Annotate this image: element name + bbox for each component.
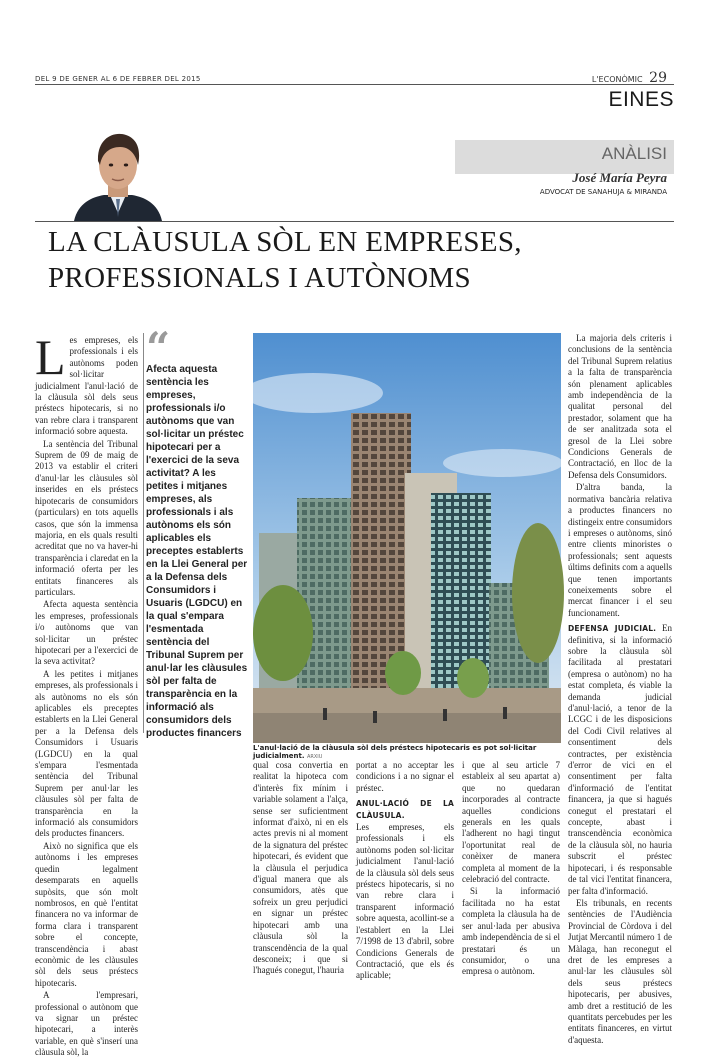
paragraph: portat a no acceptar les condicions i a no signar el préstec. [356,760,454,793]
drop-cap: L [35,329,66,385]
paragraph: Això no significa que els autònoms i les empreses quedin legalment desemparats en aquells supòsits, que són molt nombrosos, en què l'entitat financera no va informar de forma clara i transparent sobre el concepte, transcendència i abast econòmic de les clàusules sòl dels seus préstecs hipotecaris. [35,840,138,988]
article-column-2 [253,760,348,976]
paragraph: qual cosa convertia en realitat la hipoteca com d'interès fix mínim i variable solament a l'alça, sense ser suficientment informat d'això, ni en els actes previs ni al moment de la signatura del préstec hipotecari, és evident que la clàusula el perjudica d'igual manera que als consumidors, atès que sofreix un greu perjudici en signar un préstec hipotecari amb una clàusula sòl la transcendència de la qual desconeix; i que si l'hagués conegut, l'hauria [253,760,348,976]
subhead-defensa: DEFENSA JUDICIAL. [568,624,657,634]
headline-line-1: LA CLÀUSULA SÒL EN EMPRESES, [48,226,522,258]
paragraph: es empreses, els professionals i els autònoms poden sol·licitar judicialment l'anul·lació de la clàusula sòl dels seus préstecs hipotecaris, si no van rebre clara i transparent informació sobre aquesta. [35,335,138,437]
article-photo [253,333,561,743]
paragraph: Si la informació facilitada no ha estat completa la clàusula ha de ser anul·lada per abusiva amb independència de si el prestatari és un consumidor, o una empresa o autònom. [462,886,560,977]
pull-quote-text: Afecta aquesta sentència les empreses, professionals i/o autònoms que van sol·licitar un préstec hipotecari per a l'exercici de la seva activitat? A les petites i mitjanes empreses, als professionals i als autònoms els són aplicables els preceptes establerts en la Llei General per a la Defensa dels Consumidors i Usuaris (LGDCU) en la qual s'empara l'esmentada sentència del Tribunal Suprem per anul·lar les clàusules sòl per falta de transparència en la informació als consumidors dels productes financers [146,364,248,739]
author-role: ADVOCAT DE SANAHUJA & MIRANDA [539,188,667,196]
page-number: 29 [649,70,667,86]
header-rule [35,84,674,85]
paragraph: La sentència del Tribunal Suprem de 09 de maig de 2013 va establir el criteri d'anul·lar les clàusules sòl inserides en els préstecs hipotecaris de consumidors (particulars) en tots aquells casos, que són la immensa majoria, en els quals resulti acreditat que no va haver-hi transparència i claredat en la informació oferta per les entitats financeres als particulars. [35,438,138,597]
paragraph: D'altra banda, la normativa bancària relativa a productes financers no distingeix entre consumidors i empreses o autònoms, sinó entre clients minoristes o professionals; sent aquests últims definits com a aquells que tenen importants coneixements sobre el mercat financer i el seu funcionament. [568,482,672,618]
quote-mark-icon: “ [146,323,171,372]
headline-line-2: PROFESSIONALS I AUTÒNOMS [48,262,471,294]
author-name: José María Peyra [572,170,667,185]
photo-caption [253,744,561,760]
article-column-4 [462,760,560,977]
article-column-1 [35,329,138,1058]
article-column-5 [568,333,672,1045]
headline-rule [35,221,674,222]
paragraph: En definitiva, si la informació sobre la clàusula sòl facilitada al prestatari (empresa o autònom) no ha estat completa, és viable la demanda judicial d'anul·lació, a tenor de la LCGC i de les disposicions del Codi Civil relatives al consentiment dels contractes, per existència d'error de vici en el consentiment per falta d'informació de l'entitat financera, ja que si hagués conegut el prestatari el concepte, abast i transcendència econòmica de la clàusula sòl, no hauria subscrit el préstec hipotecari, i és responsable de tal vici l'entitat financera, per falta d'informació. [568,623,672,896]
section-title: EINES [608,88,674,111]
kicker: ANÀLISI [601,144,667,163]
paragraph: La majoria dels criteris i conclusions de la sentència del Tribunal Suprem relatius a la falta de transparència són plenament aplicables amb independència de la qualitat personal del prestador, solament que ha de ser analitzada sota el gresol de la Llei sobre Condicions Generals de Contractació, en lloc de la Defensa dels Consumidors. [568,333,672,480]
publication-name: L'ECONÒMIC [591,75,643,84]
paragraph: A l'empresari, professional o autònom que va signar un préstec hipotecari, a interès variable, en què s'inserí una clàusula sòl, la [35,990,138,1058]
headline [48,224,668,296]
pull-quote [146,323,250,740]
dateline: DEL 9 DE GENER AL 6 DE FEBRER DEL 2015 [35,75,201,83]
paragraph: Afecta aquesta sentència les empreses, professionals i/o autònoms que van sol·licitar un préstec hipotecari per a l'exercici de la seva activitat? [35,599,138,667]
paragraph: A les petites i mitjanes empreses, als professionals i als autònoms no els són aplicables els preceptes establerts en la Llei General per a la Defensa dels Consumidors i Usuaris (LGDCU) en la qual s'empara l'esmentada sentència del Tribunal Suprem per anul·lar les clàusules sòl per falta de transparència en la informació als consumidors dels productes financers. [35,668,138,839]
paragraph: i que al seu article 7 estableix al seu apartat a) que no quedaran incorporades al contracte aquelles condicions generals en les quals l'adherent no hagi tingut l'oportunitat real de conèixer de manera completa al moment de la celebració del contracte. [462,760,560,885]
article-column-3 [356,760,454,981]
author-portrait [70,125,166,221]
caption-text: L'anul·lació de la clàusula sòl dels préstecs hipotecaris es pot sol·licitar judicialment. [253,744,537,760]
paragraph: Les empreses, els professionals i els autònoms poden sol·licitar judicialment l'anul·lació de la clàusula sòl dels seus préstecs hipotecaris, si no van rebre clara i transparent informació sobre aquesta, acollint-se a l'establert en la Llei 7/1998 de 13 d'abril, sobre Condicions Generals de Contractació, que els és aplicable; [356,822,454,981]
photo-credit: ARXIU [306,754,323,760]
paragraph: Els tribunals, en recents sentències de l'Audiència Provincial de Còrdova i del Jutjat Mercantil número 1 de Màlaga, han reconegut el dret de les empreses a anul·lar les clàusules sòl dels seus préstecs hipotecaris, per abusives, amb dret a restitució de les quantitats percebudes per les entitats financeres, en virtut d'aquesta. [568,897,672,1045]
column-divider [143,333,144,733]
subhead-anullacio: ANUL·LACIÓ DE LA CLÀUSULA. [356,799,454,820]
